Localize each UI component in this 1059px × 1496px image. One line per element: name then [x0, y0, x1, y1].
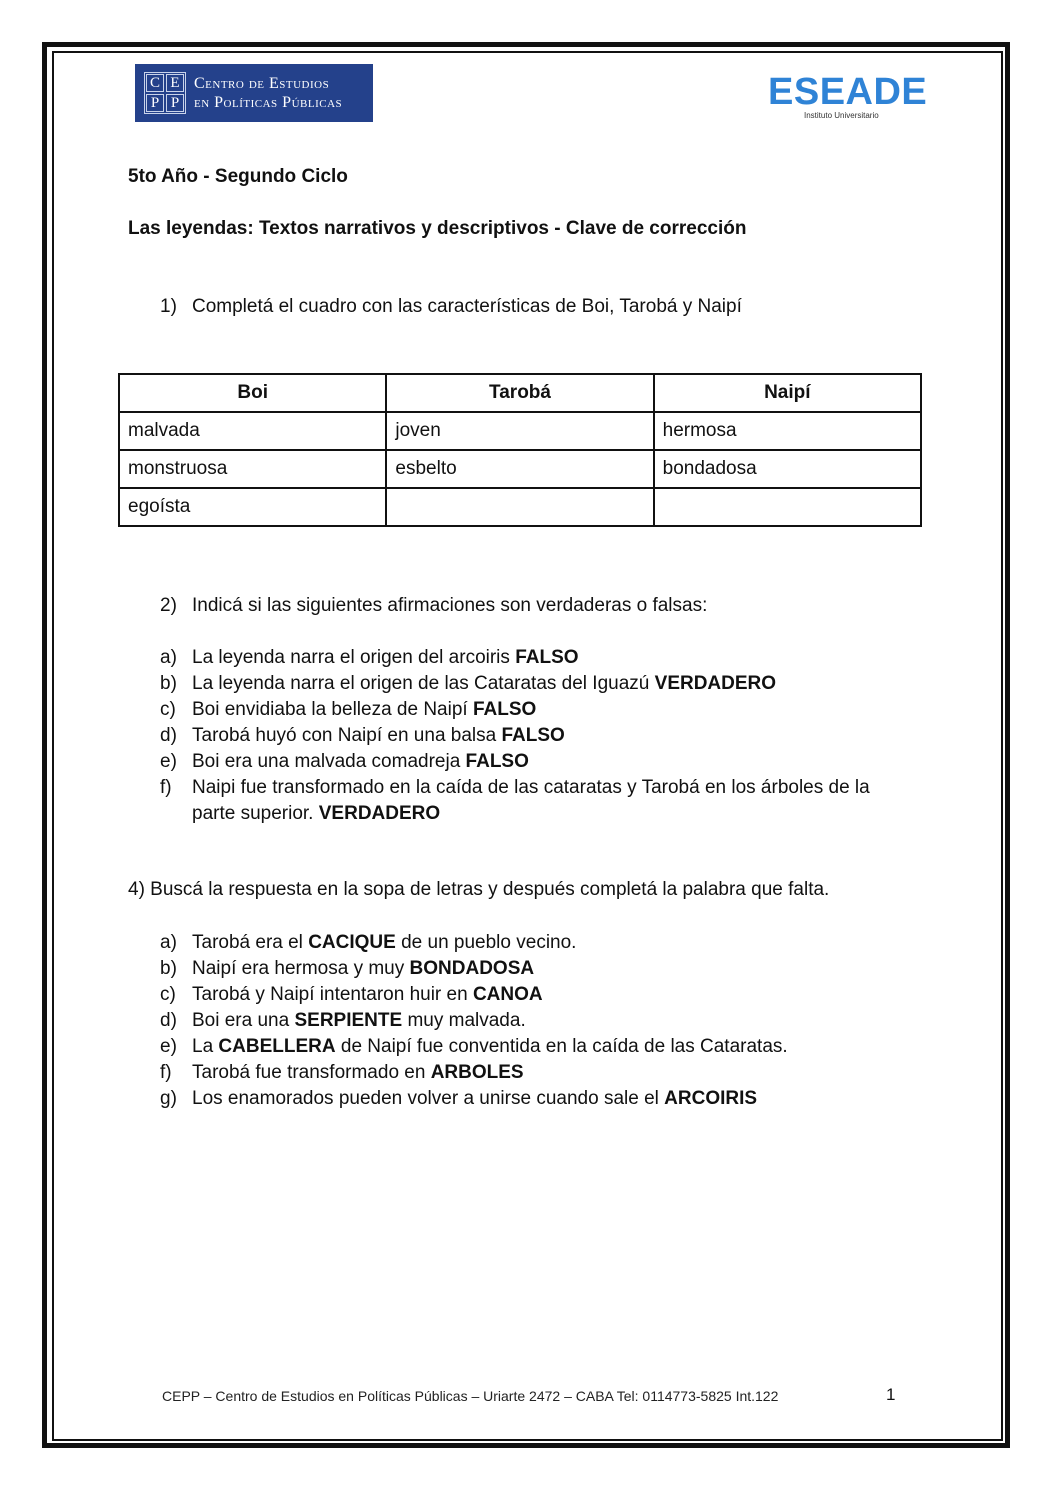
item-letter: a) [160, 647, 177, 668]
item-answer: ARBOLES [430, 1062, 524, 1083]
item-letter: c) [160, 984, 176, 1005]
question-1-number: 1) [160, 296, 177, 317]
table-cell: egoísta [119, 488, 386, 526]
list-item [160, 1008, 920, 1034]
item-text-before: Boi era una [192, 1010, 295, 1031]
table-cell [654, 488, 921, 526]
list-item [160, 697, 900, 723]
list-item [160, 645, 900, 671]
question-1-text: Completá el cuadro con las características de Boi, Tarobá y Naipí [192, 296, 742, 317]
table-cell: monstruosa [119, 450, 386, 488]
item-text-before: La [192, 1036, 219, 1057]
question-2-text: Indicá si las siguientes afirmaciones son verdaderas o falsas: [192, 595, 708, 616]
table-cell: malvada [119, 412, 386, 450]
question-4-list [160, 930, 920, 1112]
list-item [160, 930, 920, 956]
item-letter: e) [160, 751, 177, 772]
cepp-logo [135, 64, 373, 122]
item-letter: b) [160, 673, 177, 694]
list-item [160, 671, 900, 697]
item-letter: d) [160, 1010, 177, 1031]
item-answer: FALSO [472, 699, 537, 720]
list-item [160, 749, 900, 775]
item-answer: VERDADERO [654, 673, 777, 694]
item-letter: b) [160, 958, 177, 979]
list-item [160, 1060, 920, 1086]
column-header-naipi: Naipí [654, 374, 921, 412]
table-cell: hermosa [654, 412, 921, 450]
item-letter: g) [160, 1088, 177, 1109]
cepp-letter: P [146, 94, 164, 112]
list-item [160, 723, 900, 749]
list-item [160, 1086, 920, 1112]
item-letter: a) [160, 932, 177, 953]
item-text: La leyenda narra el origen del arcoiris [192, 647, 516, 668]
question-2-number: 2) [160, 595, 177, 616]
cepp-monogram [144, 72, 186, 114]
cepp-letter: E [166, 74, 184, 92]
cepp-letter: C [146, 74, 164, 92]
item-text-before: Naipí era hermosa y muy [192, 958, 410, 979]
eseade-subtitle: Instituto Universitario [804, 111, 879, 120]
question-2-list [160, 645, 900, 827]
column-header-boi: Boi [119, 374, 386, 412]
item-answer: BONDADOSA [409, 958, 535, 979]
item-answer: SERPIENTE [294, 1010, 403, 1031]
item-text: La leyenda narra el origen de las Cataratas del Iguazú [192, 673, 655, 694]
table-cell: joven [386, 412, 653, 450]
item-text: Tarobá huyó con Naipí en una balsa [192, 725, 502, 746]
grade-heading: 5to Año - Segundo Ciclo [128, 166, 348, 187]
item-letter: c) [160, 699, 176, 720]
table-cell [386, 488, 653, 526]
eseade-logo [768, 72, 926, 120]
item-text-after: de Naipí fue conventida en la caída de las Cataratas. [335, 1036, 788, 1057]
item-answer: FALSO [515, 647, 579, 668]
item-answer: FALSO [501, 725, 565, 746]
item-text: Boi era una malvada comadreja [192, 751, 466, 772]
page-number: 1 [886, 1385, 896, 1404]
item-answer: ARCOIRIS [664, 1088, 758, 1109]
column-header-taroba: Tarobá [386, 374, 653, 412]
item-text: Boi envidiaba la belleza de Naipí [192, 699, 473, 720]
table-cell: esbelto [386, 450, 653, 488]
table-cell: bondadosa [654, 450, 921, 488]
cepp-logo-text [194, 74, 342, 112]
item-letter: f) [160, 1062, 172, 1083]
table-header-row [119, 374, 921, 412]
list-item [160, 775, 900, 827]
eseade-wordmark: ESEADE [768, 71, 928, 113]
item-text: Naipi fue transformado en la caída de las cataratas y Tarobá en los árboles de la parte superior. [192, 777, 870, 824]
cepp-letter: P [166, 94, 184, 112]
characteristics-table [118, 373, 922, 527]
item-text-after: de un pueblo vecino. [395, 932, 577, 953]
item-answer: CACIQUE [308, 932, 396, 953]
item-text-before: Tarobá fue transformado en [192, 1062, 431, 1083]
table-row [119, 412, 921, 450]
item-answer: FALSO [465, 751, 529, 772]
table-row [119, 450, 921, 488]
item-text-before: Tarobá y Naipí intentaron huir en [192, 984, 473, 1005]
item-letter: f) [160, 777, 172, 798]
question-4-text: 4) Buscá la respuesta en la sopa de letras y después completá la palabra que falta. [128, 879, 830, 900]
document-title: Las leyendas: Textos narrativos y descriptivos - Clave de corrección [128, 218, 747, 239]
item-letter: e) [160, 1036, 177, 1057]
item-answer: CANOA [472, 984, 543, 1005]
cepp-line-1: Centro de Estudios [194, 75, 330, 92]
item-text-before: Tarobá era el [192, 932, 309, 953]
table-row [119, 488, 921, 526]
cepp-line-2: en Políticas Públicas [194, 94, 343, 111]
item-text-after: muy malvada. [402, 1010, 526, 1031]
item-answer: CABELLERA [218, 1036, 336, 1057]
list-item [160, 956, 920, 982]
item-letter: d) [160, 725, 177, 746]
item-text-before: Los enamorados pueden volver a unirse cuando sale el [192, 1088, 665, 1109]
list-item [160, 982, 920, 1008]
list-item [160, 1034, 920, 1060]
footer-address: CEPP – Centro de Estudios en Políticas Públicas – Uriarte 2472 – CABA Tel: 0114773-5825 Int.122 [162, 1388, 779, 1404]
item-answer: VERDADERO [318, 803, 441, 824]
